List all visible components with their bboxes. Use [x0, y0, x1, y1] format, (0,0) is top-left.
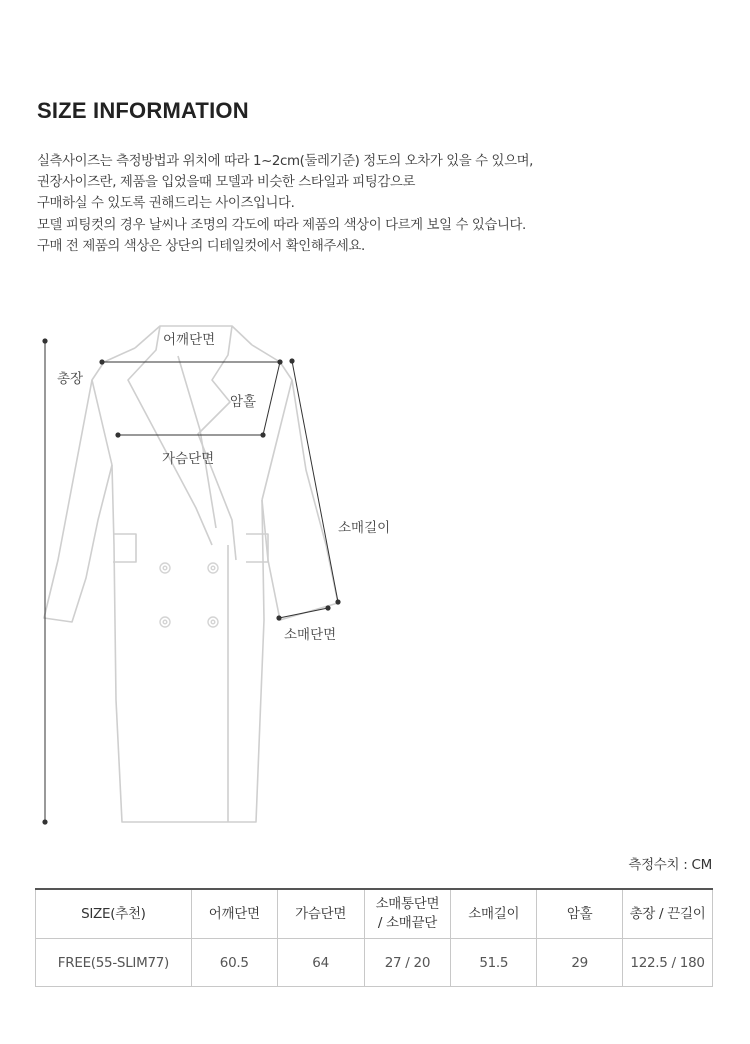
label-sleeve-length: 소매길이: [338, 520, 391, 536]
table-header-row: [36, 889, 713, 939]
notice-line: 권장사이즈란, 제품을 입었을때 모델과 비슷한 스타일과 피팅감으로: [37, 175, 415, 191]
label-chest: 가슴단면: [162, 451, 215, 467]
notice-text: [37, 151, 533, 257]
label-armhole: 암홀: [230, 394, 257, 410]
notice-line: 모델 피팅컷의 경우 날씨나 조명의 각도에 따라 제품의 색상이 다르게 보일 수 있습니다.: [37, 217, 526, 233]
page-title: SIZE INFORMATION: [37, 98, 249, 123]
cell-sleeve-width: 27 / 20: [364, 939, 451, 987]
table-row: [36, 939, 713, 987]
cell-total-length: 122.5 / 180: [623, 939, 713, 987]
coat-measurement-diagram: [0, 300, 750, 840]
cell-sleeve-length: 51.5: [451, 939, 537, 987]
label-shoulder: 어깨단면: [163, 332, 216, 348]
cell-size: FREE(55-SLIM77): [36, 939, 192, 987]
coat-outline-illustration: [44, 326, 338, 822]
header-shoulder: 어깨단면: [191, 889, 277, 939]
header-chest: 가슴단면: [277, 889, 364, 939]
header-sleeve-length: 소매길이: [451, 889, 537, 939]
header-size: SIZE(추천): [36, 889, 192, 939]
header-total-length: 총장 / 끈길이: [623, 889, 713, 939]
notice-line: 실측사이즈는 측정방법과 위치에 따라 1~2cm(둘레기준) 정도의 오차가 있을 수 있으며,: [37, 154, 534, 169]
label-sleeve-end: 소매단면: [284, 627, 337, 643]
cell-shoulder: 60.5: [191, 939, 277, 987]
measurement-lines: [42, 338, 340, 824]
unit-label: 측정수치 : CM: [628, 857, 712, 873]
coat-buttons: [160, 563, 218, 627]
notice-line: 구매 전 제품의 색상은 상단의 디테일컷에서 확인해주세요.: [37, 238, 365, 254]
label-total-length: 총장: [57, 371, 84, 387]
header-sleeve-width: 소매통단면 / 소매끝단: [364, 889, 451, 939]
cell-armhole: 29: [537, 939, 623, 987]
header-armhole: 암홀: [537, 889, 623, 939]
cell-chest: 64: [277, 939, 364, 987]
size-table: [35, 888, 713, 987]
notice-line: 구매하실 수 있도록 권해드리는 사이즈입니다.: [37, 196, 295, 212]
